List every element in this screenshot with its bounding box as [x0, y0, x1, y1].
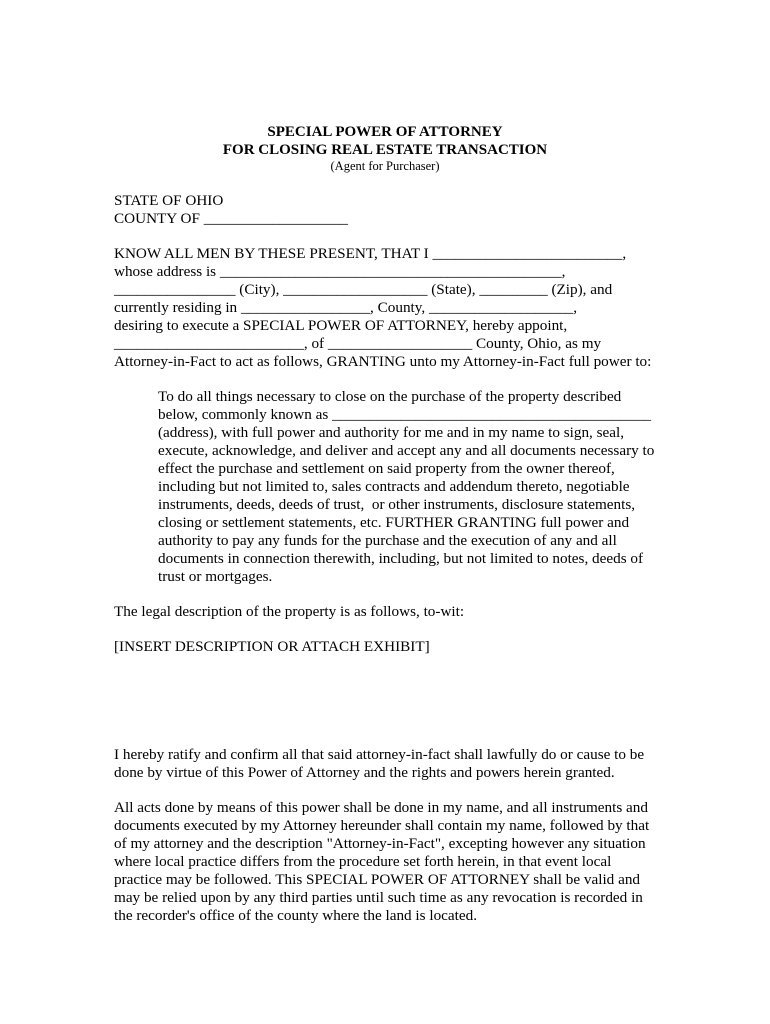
powers-line: documents in connection therewith, including, but not limited to notes, deeds of	[158, 550, 644, 567]
venue-county: COUNTY OF ___________________	[114, 210, 349, 227]
acts-line: documents executed by my Attorney hereunder shall contain my name, followed by that	[114, 817, 650, 834]
acts-line: practice may be followed. This SPECIAL POWER OF ATTORNEY shall be valid and	[114, 871, 641, 888]
title-line-2: FOR CLOSING REAL ESTATE TRANSACTION	[222, 142, 548, 158]
acts-line: may be relied upon by any third parties until such time as any revocation is recorded in	[114, 889, 643, 906]
intro-line: currently residing in _________________, County, ___________________,	[114, 299, 578, 316]
ratify-line: I hereby ratify and confirm all that said attorney-in-fact shall lawfully do or cause to be	[114, 746, 645, 763]
powers-line: (address), with full power and authority for me and in my name to sign, seal,	[158, 424, 625, 441]
ratify-line: done by virtue of this Power of Attorney and the rights and powers herein granted.	[114, 764, 615, 781]
intro-line: whose address is _____________________________________________,	[114, 263, 566, 280]
subtitle: (Agent for Purchaser)	[330, 159, 440, 173]
intro-line: KNOW ALL MEN BY THESE PRESENT, THAT I _________________________,	[114, 245, 627, 262]
powers-line: effect the purchase and settlement on said property from the owner thereof,	[158, 460, 615, 477]
insert-description-placeholder: [INSERT DESCRIPTION OR ATTACH EXHIBIT]	[114, 638, 430, 655]
title-line-1: SPECIAL POWER OF ATTORNEY	[267, 124, 503, 140]
powers-line: including but not limited to, sales contracts and addendum thereto, negotiable	[158, 478, 630, 495]
intro-line: Attorney-in-Fact to act as follows, GRANTING unto my Attorney-in-Fact full power to:	[114, 353, 652, 370]
acts-line: where local practice differs from the procedure set forth herein, in that event local	[114, 853, 612, 870]
acts-line: All acts done by means of this power shall be done in my name, and all instruments and	[114, 799, 648, 816]
powers-line: closing or settlement statements, etc. FURTHER GRANTING full power and	[158, 514, 630, 531]
powers-line: instruments, deeds, deeds of trust, or other instruments, disclosure statements,	[158, 496, 636, 513]
venue-state: STATE OF OHIO	[114, 192, 224, 209]
powers-line: authority to pay any funds for the purchase and the execution of any and all	[158, 532, 617, 549]
powers-line: trust or mortgages.	[158, 568, 273, 585]
intro-line: ________________ (City), ___________________ (State), _________ (Zip), and	[114, 281, 613, 298]
intro-line: _________________________, of ___________________ County, Ohio, as my	[114, 335, 602, 352]
acts-line: the recorder's office of the county where the land is located.	[114, 907, 478, 924]
legal-description-heading: The legal description of the property is as follows, to-wit:	[114, 603, 465, 620]
acts-line: of my attorney and the description "Attorney-in-Fact", excepting however any situation	[114, 835, 646, 852]
powers-line: execute, acknowledge, and deliver and accept any and all documents necessary to	[158, 442, 655, 459]
intro-line: desiring to execute a SPECIAL POWER OF ATTORNEY, hereby appoint,	[114, 317, 568, 334]
powers-line: To do all things necessary to close on the purchase of the property described	[158, 388, 622, 405]
powers-line: below, commonly known as __________________________________________	[158, 406, 652, 423]
